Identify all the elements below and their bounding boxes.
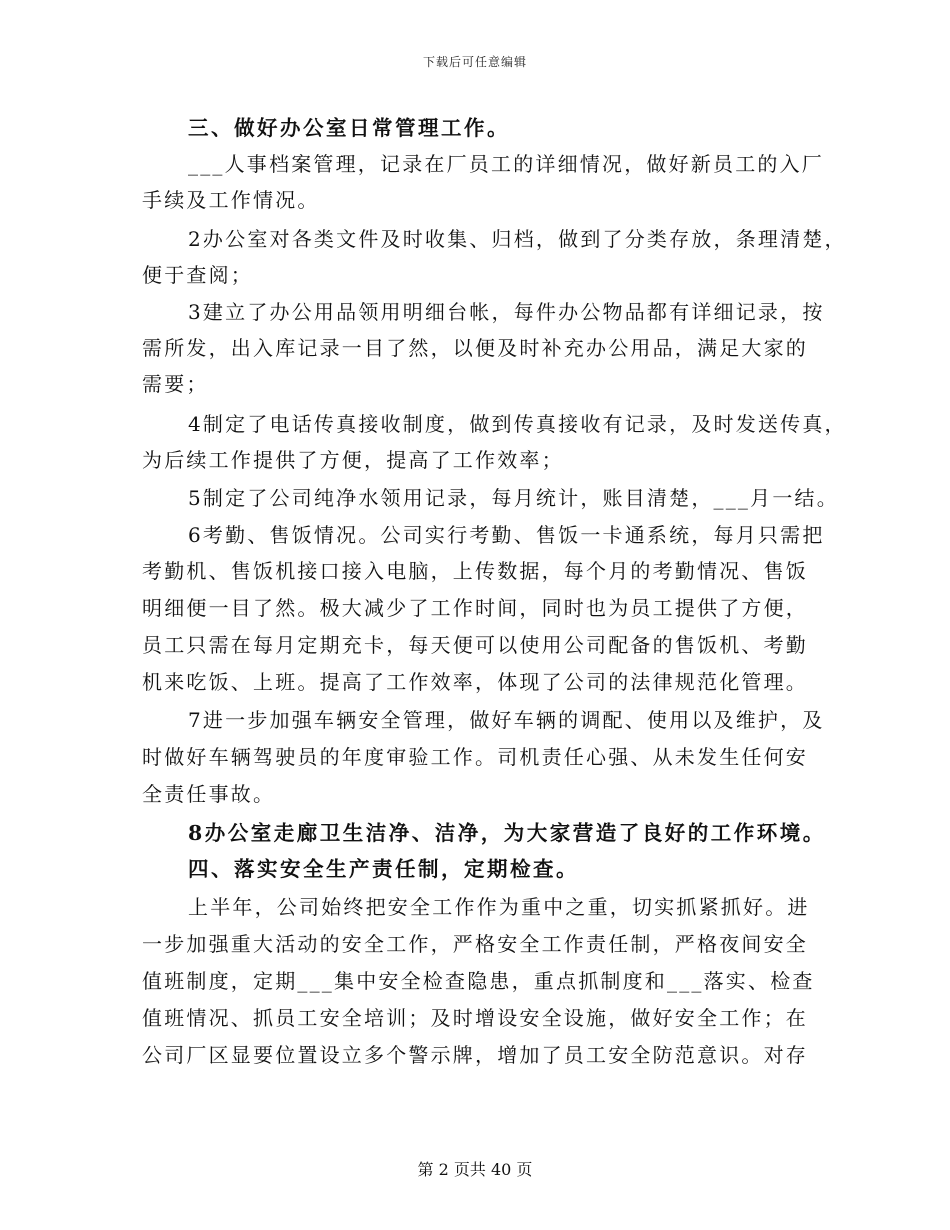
- page-footer: 第 2 页共 40 页: [417, 1160, 533, 1179]
- paragraph-line: 为后续工作提供了方便，提高了工作效率；: [142, 448, 564, 472]
- paragraph-line: 3建立了办公用品领用明细台帐，每件办公物品都有详细记录，按: [188, 300, 825, 324]
- paragraph-line: 时做好车辆驾驶员的年度审验工作。司机责任心强、从未发生任何安: [142, 745, 808, 769]
- paragraph-line: 员工只需在每月定期充卡，每天便可以使用公司配备的售饭机、考勤: [142, 633, 808, 657]
- paragraph-line: 需所发，出入库记录一目了然，以便及时补充办公用品，满足大家的: [142, 336, 808, 360]
- paragraph-line: 需要；: [142, 372, 209, 396]
- paragraph-line: 5制定了公司纯净水领用记录，每月统计，账目清楚，___月一结。: [188, 486, 839, 510]
- paragraph-line: 便于查阅；: [142, 263, 253, 287]
- paragraph-line: 公司厂区显要位置设立多个警示牌，增加了员工安全防范意识。对存: [142, 1043, 808, 1067]
- paragraph-line: 值班情况、抓员工安全培训；及时增设安全设施，做好安全工作；在: [142, 1006, 808, 1030]
- section-heading: 四、落实安全生产责任制，定期检查。: [188, 857, 579, 881]
- paragraph-line: 值班制度，定期___集中安全检查隐患，重点抓制度和___落实、检查: [142, 969, 815, 993]
- paragraph-line: ___人事档案管理，记录在厂员工的详细情况，做好新员工的入厂: [188, 152, 824, 176]
- paragraph-line: 手续及工作情况。: [142, 188, 320, 212]
- paragraph-line: 2办公室对各类文件及时收集、归档，做到了分类存放，条理清楚，: [188, 227, 847, 251]
- bold-item-line: 8办公室走廊卫生洁净、洁净，为大家营造了良好的工作环境。: [188, 821, 826, 845]
- paragraph-line: 上半年，公司始终把安全工作作为重中之重，切实抓紧抓好。进: [188, 895, 810, 919]
- paragraph-line: 4制定了电话传真接收制度，做到传真接收有记录，及时发送传真，: [188, 412, 847, 436]
- paragraph-line: 考勤机、售饭机接口接入电脑，上传数据，每个月的考勤情况、售饭: [142, 559, 808, 583]
- paragraph-line: 6考勤、售饭情况。公司实行考勤、售饭一卡通系统，每月只需把: [188, 523, 825, 547]
- paragraph-line: 机来吃饭、上班。提高了工作效率，体现了公司的法律规范化管理。: [142, 670, 808, 694]
- paragraph-line: 全责任事故。: [142, 782, 276, 806]
- paragraph-line: 一步加强重大活动的安全工作，严格安全工作责任制，严格夜间安全: [142, 932, 808, 956]
- section-heading: 三、做好办公室日常管理工作。: [188, 116, 510, 140]
- paragraph-line: 明细便一目了然。极大减少了工作时间，同时也为员工提供了方便，: [142, 596, 808, 620]
- paragraph-line: 7进一步加强车辆安全管理，做好车辆的调配、使用以及维护，及: [188, 708, 825, 732]
- page-header: 下载后可任意编辑: [422, 55, 527, 69]
